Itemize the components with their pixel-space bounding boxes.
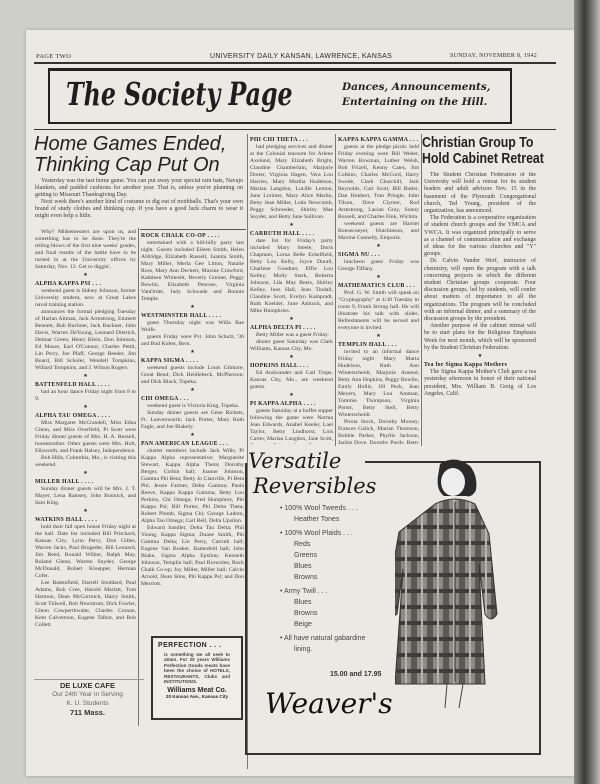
article-paragraph: weekend guests are Harriet Bonsecoeyer, Hutchinson, and Maxine Connelly, Emporia. [338, 221, 419, 241]
lead-headline [34, 134, 246, 176]
article-heading: WESTMINSTER HALL . . . . [141, 313, 222, 319]
article-heading: KAPPA SIGMA . . . . [141, 358, 199, 364]
banner-title: The Society Page [66, 75, 293, 113]
article-paragraph: guest Thursday night was Willa Rae Wolfe. [141, 320, 244, 333]
article-heading: TEMPLIN HALL . . . [338, 342, 397, 348]
separator-star-icon: ★ [376, 275, 381, 280]
separator-star-icon: ★ [190, 305, 195, 310]
fabric-item [280, 528, 365, 583]
article-paragraph: The Sigma Kappa Mother's Club gave a tea yesterday afternoon in honor of their national president, Mrs. William B. Greig of Los Angeles, Calif. [424, 369, 536, 397]
column-2 [141, 230, 244, 629]
article-paragraph: dinner guest Saturday was Clark Williams, Kansas City, Mo. [250, 339, 333, 352]
banner-subtitle [342, 80, 490, 110]
lead-paragraph: Next week there's another kind of costume to dig out of mothballs. That's your own brand of study clothes and thinking cap. If you have a good luck charm to wear it might even help a little. [35, 199, 243, 219]
article-paragraph: weekend guest is Victoria King, Topeka. [147, 403, 240, 409]
column-4 [338, 134, 419, 444]
fabric-list [280, 503, 365, 658]
fabric-label: 100% Wool Plaids . . . [284, 530, 353, 537]
article-paragraph: Sunday dinner guests will be Mrs. J. T. Mayer, Lena Ramsey, John Bonnick, and Sam King. [35, 486, 136, 506]
article-paragraph: Sunday dinner guests are Gene Rickets, Ft. Leavenworth; Jack Porter, Mary Ruth Fagle, and Joe Blakely. [141, 410, 244, 430]
separator-star-icon: ★ [376, 334, 381, 339]
article-heading: MATHEMATICS CLUB . . . [338, 283, 416, 289]
article-paragraph: weekend guests include Louis Gilmore, Great Bend; Dick Heidlebeck, McPherson; and Dick Black, Topeka. [141, 365, 244, 385]
separator-star-icon: ★ [289, 317, 294, 322]
ad-line: K. U. Students [66, 700, 109, 707]
fabric-option: Greens [294, 552, 317, 559]
article-paragraph: had pledging services and dinner at the Colonial tearoom for Arlene Axelund, Mary Elizabeth Bright, Claudine Chamberlain, Marjorie Dorter, Virginia Hagen, Vera Lou Harries, Mary Martha Hudelson, Marian Langdon, Lucille Lemon, June Lorimer, Mary Alice Marlin, Betty Jean Miller, Loda Newcomb, Peggy Schroeder, Shirley Mae Snyder, and Betty June Sullivan. [250, 144, 333, 220]
fabric-option: lining. [294, 646, 313, 653]
bullet-icon: • [280, 505, 285, 512]
williams-meat-ad [151, 636, 243, 720]
article-paragraph: had an hour dance Friday night from 8 to 9. [35, 389, 136, 402]
fabric-option: Browns [294, 574, 318, 581]
article-heading: KAPPA KAPPA GAMMA . . . [338, 137, 419, 143]
separator-star-icon: ★ [83, 471, 88, 476]
banner-subtitle-line: Entertaining on the Hill. [342, 96, 488, 108]
lead-intro [35, 178, 243, 227]
article-paragraph: announces the formal pledging Tuesday of Harlan Altman, Jack Armstrong, Emmett Bennett, Bob Buchner, Jack Buckner, John Davis, Warren DeYoung, Leonard Dietrich, Delmar Green, Henry Klein, Don Johnson, Ed Moses, Earl O'Connor, Charles Pettit, Lin Perry, Joe Pfaff, George Reeder, Jim Board, Bill Scholer, Wendell Tompkins, Willard Tompkins, and J. Wilson Rogers. [35, 309, 136, 371]
article-paragraph: Betty Miller was a guest Friday. [256, 332, 329, 338]
separator-star-icon: ★ [289, 223, 294, 228]
separator-star-icon: ★ [289, 355, 294, 360]
fabric-option: Beige [294, 621, 312, 628]
separator-star-icon: ★ [83, 374, 88, 379]
fabric-item [280, 586, 365, 630]
article-heading: ALPHA KAPPA PSI . . . [35, 281, 102, 287]
article-paragraph: The Federation is a cooperative organization of student church groups and the YMCA and YWCA. It was organized principally to serve as a channel of communication and exchange of ideas for the various churches and "Y" groups. [424, 215, 536, 258]
article-paragraph: Why? Midsemesters are upon us, and something has to be done. They're the telling blows of the first nine weeks' grades, and final results of the battle have to be turned in at the University offices by Saturday, Nov. 12. Get to diggin'. [35, 229, 136, 270]
article-paragraph: Bob Hills, Columbia, Mo., is visiting this weekend. [35, 455, 136, 468]
ad-title: PERFECTION . . . [158, 642, 222, 649]
separator-star-icon: ★ [376, 244, 381, 249]
deluxe-cafe-ad [35, 681, 140, 717]
article-paragraph: guests Saturday at a buffet supper following the game were Norma Jean Edwards, Anabel Keeler, Lael Taylor, Betty Lindhorst, Lois Carter, Marian Langdon, Jane Scott, [250, 408, 333, 442]
article-paragraph: guests Friday were Pvt. John Schulz, '36 and Bud Kober, Bern. [141, 334, 244, 347]
article-paragraph: charter members include Jack Wills, Pi Kappa Alpha representative; Marguerite Stewart, Kappa Alpha Theta; Dorothy Berger, Corbin hall; Joanne Johnson, Gamma Phi Beta; Betty Jo Clanville, Pi Beta Phi; Jessie Farmer, Delta Gamma; Paula Reeve, Kappa Kappa Gamma; Betty Lou Perkins, Chi Omega; Fred Humphrey, Phi Kappa Psi; Bill Porter, Phi Delta Theta; Robert Plumb, Sigma Chi; George Ladom, Alpha Tau Omega; Carl Bell, Delta Upsilon. [141, 448, 244, 524]
separator-star-icon: ★ [190, 388, 195, 393]
article-paragraph: luncheon guest Friday was George Tiffany. [338, 259, 419, 272]
article-heading: HOPKINS HALL . . . [250, 363, 309, 369]
article-heading: Tea for Sigma Kappa Mothers [424, 362, 508, 369]
article-paragraph: Dr. Calvin Vander Werf, instructor of chemistry, will open the program with a talk concerning projects in which the different student Christian groups cooperate. Four discussion groups, led by students, will confer about matters of importance to all the organizations. The program will be concluded with an informal dinner, and a summary of the discussion groups by the president. [424, 258, 536, 323]
ad-line: Our 24th Year in Serving [52, 691, 123, 698]
issue-date: SUNDAY, NOVEMBER 8, 1942 [450, 53, 538, 59]
fabric-option: Blues [294, 563, 312, 570]
article-paragraph: Edward Sandler, Delta Tau Delta; Phil Young, Kappa Sigma; Duane Smith, Phi Gamma Delta; Lin Perry, Carruth hall; Eugene Van Bosker, Battenfeld hall; John Blake, Sigma Alpha Epsilon; Kenneth Johnson, Templin hall; Paul Brownlee, Rock Chalk Co-op; Joy Miller, Miller hall; Calvin Arnold, Dean Sims, Phi Kappa Psi; and Don Merriott. [141, 525, 244, 587]
fabric-item [280, 633, 365, 655]
ad-company: Williams Meat Co. [167, 687, 227, 695]
fabric-option: Browns [294, 610, 318, 617]
article-heading: ROCK CHALK CO-OP . . . . [141, 233, 220, 239]
fabric-label: All have natural gabardine [284, 635, 366, 642]
bullet-icon: • [280, 530, 285, 537]
fabric-label: Army Twill . . . [284, 588, 328, 595]
store-logo: Weaver's [260, 687, 398, 721]
separator-star-icon: ★ [83, 405, 88, 410]
fabric-option: Reds [294, 541, 311, 548]
fabric-option: Heather Tones [294, 516, 340, 523]
article-heading: CHI OMEGA . . . [141, 396, 189, 402]
ad-title: Versatile [248, 449, 345, 473]
separator-star-icon: ★ [477, 354, 483, 360]
article-paragraph: invited to an informal dance Friday night Mary Marta Hudelson, Ruth Ann Winterscheidt, Marjorie Amend, Betty Ann Hopkins, Peggy Bowlin, Emily Hollis, Jill Peck, Jean Meyers, Mary Lou Amman, Tommie Thompson, Virginia Porter, Betty Stell, Betty Winterscheidt. [338, 349, 419, 418]
separator-star-icon: ★ [190, 350, 195, 355]
article-paragraph: guests at the pledge picnic held Friday evening were Bill Weber, Warren Bowman, Luther Welsh, Bob Frizell, Kenny Cates, Jim Colkins, Charles McCord, Harry Swede, Clark Churchill, Jack Reynolds, Curt Scott, Bill Butler, Dan Hunbert, Tom Pringle, John Tilson, Dave Clymer, Rod Armstrong, Lacian Gray, Sonny Russell, and Charles Fink, Wichita. [338, 144, 419, 220]
article-heading: PHI CHI THETA . . . [250, 137, 308, 143]
woman-in-coat-illustration [395, 452, 515, 712]
ad-name: DE LUXE CAFE [59, 681, 115, 690]
christian-group-headline [422, 135, 544, 167]
article-paragraph: weekend guest is Sidney Johnson, former University student, now at Great Lakes naval training station. [35, 288, 136, 308]
article-paragraph: Lee Battenfield, Darrell Stoddard, Paul Adams, Bob Cree, Harold Marlatt, Tom Harmon, Dean McCormick, Harry Smith, Scott Tidwell, Bob Newstrom, Dick Fowler, Glenn Cowperthwaite, Charles Cronan, Kent Culvertson, Eugene Talbot, and Bob Collett. [35, 580, 136, 628]
headline-line: Home Games Ended, [34, 133, 227, 155]
scan-binding-edge [574, 0, 600, 784]
bullet-icon: • [280, 635, 285, 642]
article-heading: ALPHA TAU OMEGA . . . . [35, 413, 111, 419]
column-5 [424, 172, 536, 444]
column-3 [250, 134, 333, 444]
society-page-banner [48, 68, 512, 124]
page-number: PAGE TWO [36, 53, 72, 60]
headline-line: Christian Group To [422, 135, 534, 151]
fabric-label: 100% Wool Tweeds . . . [284, 505, 358, 512]
fabric-item [280, 503, 365, 525]
article-heading: ALPHA DELTA PI . . . . [250, 325, 316, 331]
article-paragraph: Prof. G. W. Smith will speak on "Cryptography" at 4:30 Tuesday in room 9, Frank Strong hall. He will illustrate his talk with slides. Refreshments will be served and everyone is invited. [338, 290, 419, 331]
separator-star-icon: ★ [83, 273, 88, 278]
article-paragraph: entertained with a hill-billy party last night. Guests included Eileen Smith, Helen Aldridge, Elizabeth Russell, Juanita Smith, Mary Miller, Merla Gee Litton, Natalie Ross, Mary Ann Deckert, Maxine Crawford, Kathleen Whitesitt, Beverly Greiner, Peggy Bowlin, Elizabeth Penrose, Virginia VanOrder, Judy Schwade and Bonnie Temple. [141, 240, 244, 302]
newspaper-name: UNIVERSITY DAILY KANSAN, LAWRENCE, KANSAS [210, 53, 393, 60]
price: 15.00 and 17.95 [330, 671, 382, 678]
article-paragraph: Pirola Stock, Dorothy Morsey, Frances Galick, Marian Thomson, Bobbie Parker, Phyllis Jackson, Jackie Dove, Dorothy Purdy, Betty [338, 419, 419, 444]
article-heading: SIGMA NU . . . [338, 252, 381, 258]
article-heading: PAN AMERICAN LEAGUE . . . [141, 441, 229, 447]
article-paragraph: hold their fall open house Friday night at the hall. Date list included Bill Pritchard, Kansas City; Lynn Perry, Don Gilles, Warren Jacks, Paul Brugeder, Bill Leonard, Jim Reed, Ronald Wilbur, Ralph May, Roland Glenn, Warren Snyder, George McDonald, Robert Kloepper, Herman Cofer. [35, 524, 136, 579]
article-paragraph: The Student Christian Federation of the University will hold a retreat for its student leaders and adult advisors Nov. 15 in the basement of the Plymouth Congregational church, Ted Young, president of the organization, has announced. [424, 172, 536, 215]
ad-address: 20 Kansas Ave., Kansas City [165, 694, 229, 700]
ad-body: is something we all seek to attain. For 20 years Williams Perfection Goods meats have been the choice of HOTELS, RESTAURANTS, Clubs and INSTITUTIONS. [164, 652, 230, 685]
article-heading: WATKINS HALL . . . . [35, 517, 98, 523]
article-heading: CARRUTH HALL . . . . [250, 231, 315, 237]
article-paragraph: Ed Andwander and Carl Trupe, Kansas City, Mo., are weekend guests. [250, 370, 333, 390]
column-1 [35, 229, 136, 677]
bullet-icon: • [280, 588, 285, 595]
weavers-reversibles-ad [245, 447, 543, 765]
separator-star-icon: ★ [83, 509, 88, 514]
article-heading: BATTENFELD HALL . . . . [35, 382, 110, 388]
fabric-option: Blues [294, 599, 312, 606]
separator-star-icon: ★ [289, 393, 294, 398]
article-paragraph: date list for Friday's party included Mary Steele, Doris Chapman, Lorna Belle Eckelfield, Betty Lou Kelly, Joyce Durall, Charlene Goodner, Effie Lou Kelley, Molly Stark, Roberta Johnson, Lila May Beets, Shirley Kelley, Inez Hall, Jean Tindall, Claudine Scott, Evelyn Kampradt, Ruth Koehler, June Ashtock, and Mike Humphries. [250, 238, 333, 314]
headline-line: Thinking Cap Put On [34, 154, 220, 176]
separator-star-icon: ★ [190, 433, 195, 438]
article-heading: MILLER HALL . . . . [35, 479, 94, 485]
headline-line: Hold Cabinet Retreat [422, 151, 544, 167]
banner-subtitle-line: Dances, Announcements, [342, 81, 491, 93]
lead-paragraph: Yesterday was the last home game. You can put away your special rain hats, Navajo blankets, and padded cushions for another year. That is, unless you're planning on getting to Missouri Thanksgiving Day. [35, 178, 243, 198]
ad-title: Reversibles [253, 474, 377, 498]
article-heading: PI KAPPA ALPHA . . . . [250, 401, 316, 407]
ad-address: 711 Mass. [69, 708, 106, 717]
article-paragraph: Another purpose of the cabinet retreat will be to start plans for the Religious Emphasis Week for next month, which will be sponsored by the Student Christian Federation. [424, 323, 536, 351]
article-paragraph: Miss Margaret McCrandell, Miss Edna Glenn, and Miss Overfield, Pi Scott were Friday dinner guests of Mrs. H. A. Russell, housemother. Other guests were Mrs. Holt, Ellsworth, and Frank Halsey, Independence. [35, 420, 136, 454]
